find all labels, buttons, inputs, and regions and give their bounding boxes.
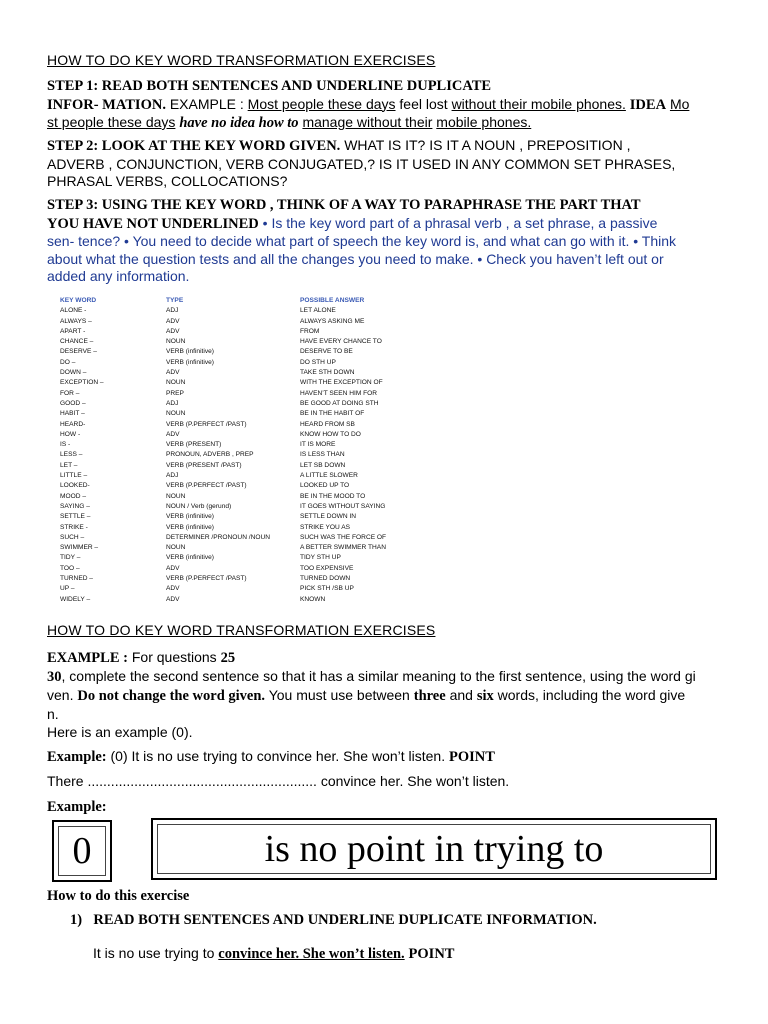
type-cell: VERB (infinitive) [166,554,215,562]
keyword-cell: HOW - [60,430,81,438]
there-line: There ........................................................... convince her. She won’t listen. [47,773,510,789]
step1-idea-bold-italic: have no idea how to [179,115,299,131]
keyword-table-row [60,533,420,543]
step2-label: STEP 2: LOOK AT THE KEY WORD GIVEN. [47,138,341,154]
word-three: three [413,688,446,704]
step3-paragraph [47,196,722,286]
type-cell: NOUN / Verb (gerund) [166,502,232,510]
keyword-table-row [60,358,420,368]
example-keyword: POINT [449,749,495,765]
type-cell: VERB (P.PERFECT /PAST) [166,482,247,490]
keyword-cell: LESS – [60,451,83,459]
step3-text2: sen- tence? • You need to decide what part of speech the key word is, and what can go with it. • Think [47,233,677,249]
type-cell: ADJ [166,307,179,315]
keyword-cell: TURNED – [60,575,93,583]
answer-cell: PICK STH /SB UP [300,585,354,593]
type-cell: NOUN [166,544,186,552]
type-cell: NOUN [166,338,186,346]
instructions-text3: n. [47,706,59,722]
keyword-cell: FOR – [60,389,80,397]
type-cell: DETERMINER /PRONOUN /NOUN [166,533,271,541]
keyword-cell: UP – [60,585,75,593]
answer-cell: FROM [300,327,320,335]
example-sentence-line [47,748,722,767]
section-title: HOW TO DO KEY WORD TRANSFORMATION EXERCISES [47,622,436,638]
answer-box [151,818,717,880]
keyword-table-row [60,471,420,481]
instructions-text2c: You must use between [268,687,410,703]
step1-idea-underline1a: Mo [669,95,690,112]
step3-text4: added any information. [47,268,190,284]
keyword-table-row [60,584,420,594]
keyword-table-row [60,512,420,522]
step1-idea-label: IDEA [629,96,667,113]
step1-ex-underline2: without their mobile phones. [451,95,626,112]
keyword-table-row [60,430,420,440]
answer-cell: LOOKED UP TO [300,482,350,490]
answer-cell: TOO EXPENSIVE [300,564,354,572]
here-is-example: Here is an example (0). [47,724,193,740]
last-line-prefix: It is no use trying to [93,945,215,961]
example-sentence: (0) It is no use trying to convince her. She won’t listen. [110,748,446,764]
step1-idea-underline1b: st people these days [47,114,176,130]
type-cell: VERB (infinitive) [166,513,215,521]
keyword-cell: MOOD – [60,492,87,500]
keyword-table-row [60,461,420,471]
keyword-table-row [60,317,420,327]
keyword-cell: DOWN – [60,369,87,377]
answer-cell: A LITTLE SLOWER [300,472,358,480]
type-cell: ADV [166,327,180,335]
step1-label-line1: STEP 1: READ BOTH SENTENCES AND UNDERLINE DUPLICATE [47,78,492,94]
example-sentence-label: Example: [47,749,107,765]
keyword-table-row [60,564,420,574]
type-cell: ADJ [166,472,179,480]
answer-number-box [52,820,112,882]
instructions-text2d: words, including the word give [497,687,686,703]
answer-cell: TAKE STH DOWN [300,369,355,377]
keyword-table-row [60,440,420,450]
type-cell: ADV [166,564,180,572]
answer-cell: BE IN THE HABIT OF [300,410,365,418]
type-cell: ADV [166,317,180,325]
step1-label-line2: INFOR- MATION. [47,96,166,113]
how-to-heading: How to do this exercise [47,888,190,904]
answer-cell: TIDY STH UP [300,554,341,562]
step1-ex-underline1: Most people these days [247,95,396,112]
type-cell: VERB (infinitive) [166,348,215,356]
keyword-cell: SAYING – [60,502,90,510]
answer-cell: KNOWN [300,595,326,603]
type-cell: ADV [166,595,180,603]
keyword-table-row [60,327,420,337]
step3-label-line1: STEP 3: USING THE KEY WORD , THINK OF A WAY TO PARAPHRASE THE PART THAT [47,197,641,213]
type-cell: ADJ [166,399,179,407]
keyword-table-row [60,543,420,553]
step3-text3: about what the question tests and all the changes you need to make. • Check you haven’t left out or [47,250,664,267]
keyword-cell: HEARD- [60,420,86,428]
keyword-table-row [60,409,420,419]
step3-text1: • Is the key word part of a phrasal verb , a set phrase, a passive [262,214,658,231]
answer-cell: DESERVE TO BE [300,348,353,356]
type-cell: PRONOUN, ADVERB , PREP [166,451,254,459]
answer-cell: STRIKE YOU AS [300,523,351,531]
keyword-table-row [60,399,420,409]
keyword-table-row [60,481,420,491]
header-type: TYPE [166,297,184,304]
keyword-cell: IS - [60,441,71,449]
keyword-table-row [60,492,420,502]
header-possible-answer: POSSIBLE ANSWER [300,297,365,304]
list-item-text: READ BOTH SENTENCES AND UNDERLINE DUPLICATE INFORMATION. [93,912,597,928]
answer-cell: HAVE EVERY CHANCE TO [300,338,382,346]
last-line-underlined: convince her. She won’t listen. [218,946,405,962]
step1-idea-underline2: manage without their [302,114,433,130]
keyword-cell: SWIMMER – [60,544,99,552]
keyword-table [60,296,420,605]
keyword-cell: TIDY – [60,554,81,562]
keyword-table-header [60,296,420,306]
answer-cell: IT GOES WITHOUT SAYING [300,502,386,510]
for-questions: For questions [131,649,217,665]
type-cell: VERB (P.PERFECT /PAST) [166,420,247,428]
type-cell: ADV [166,430,180,438]
keyword-cell: HABIT – [60,410,85,418]
keyword-table-row [60,450,420,460]
type-cell: NOUN [166,379,186,387]
step1-ex-text1: feel lost [399,95,448,112]
type-cell: VERB (infinitive) [166,523,215,531]
keyword-cell: APART - [60,327,86,335]
keyword-cell: ALWAYS – [60,317,92,325]
type-cell: VERB (PRESENT /PAST) [166,461,242,469]
step1-example-prefix: EXAMPLE : [169,95,244,112]
type-cell: NOUN [166,492,186,500]
type-cell: VERB (P.PERFECT /PAST) [166,575,247,583]
answer-cell: IT IS MORE [300,441,336,449]
keyword-cell: SUCH – [60,533,85,541]
answer-cell: LET SB DOWN [300,461,346,469]
last-line [93,945,768,964]
answer-cell: SUCH WAS THE FORCE OF [300,533,387,541]
step1-idea-underline3: mobile phones. [436,114,532,130]
keyword-cell: GOOD – [60,399,86,407]
answer-cell: BE IN THE MOOD TO [300,492,366,500]
keyword-table-row [60,523,420,533]
list-item-1 [70,911,745,930]
answer-cell: IS LESS THAN [300,451,345,459]
type-cell: VERB (PRESENT) [166,441,222,449]
word-and: and [449,687,473,703]
keyword-table-row [60,306,420,316]
list-item-number: 1) [70,912,83,928]
answer-cell: KNOW HOW TO DO [300,430,361,438]
type-cell: NOUN [166,410,186,418]
keyword-cell: EXCEPTION – [60,379,104,387]
keyword-table-row [60,574,420,584]
type-cell: PREP [166,389,184,397]
keyword-cell: STRIKE - [60,523,88,531]
keyword-table-row [60,378,420,388]
example2-line [47,798,722,817]
answer-cell: TURNED DOWN [300,575,351,583]
last-line-keyword: POINT [408,946,455,962]
keyword-cell: ALONE - [60,307,87,315]
answer-number: 0 [58,826,106,876]
answer-cell: HEARD FROM SB [300,420,355,428]
question-end: 30 [47,669,62,685]
answer-cell: A BETTER SWIMMER THAN [300,544,386,552]
keyword-cell: TOO – [60,564,80,572]
how-to-line [47,887,722,906]
step2-paragraph [47,137,722,191]
answer-text: is no point in trying to [157,824,711,874]
answer-cell: BE GOOD AT DOING STH [300,399,379,407]
keyword-cell: WIDELY – [60,595,91,603]
keyword-cell: LITTLE – [60,472,88,480]
type-cell: ADV [166,585,180,593]
keyword-table-row [60,595,420,605]
step3-label-line2: YOU HAVE NOT UNDERLINED [47,215,259,232]
example2-label: Example: [47,799,107,815]
answer-cell: LET ALONE [300,307,336,315]
step1-paragraph [47,77,722,133]
step2-text-line2: ADVERB , CONJUNCTION, VERB CONJUGATED,? IS IT USED IN ANY COMMON SET PHRASES, [47,155,676,172]
keyword-cell: DO – [60,358,76,366]
keyword-cell: LOOKED- [60,482,90,490]
instructions-text2a: ven. [47,687,74,703]
keyword-table-row [60,368,420,378]
keyword-cell: DESERVE – [60,348,97,356]
instructions-paragraph [47,648,722,723]
header-keyword: KEY WORD [60,297,97,304]
answer-cell: HAVEN’T SEEN HIM FOR [300,389,378,397]
word-six: six [476,688,494,704]
keyword-table-row [60,337,420,347]
type-cell: ADV [166,369,180,377]
keyword-table-row [60,553,420,563]
answer-cell: ALWAYS ASKING ME [300,317,365,325]
answer-cell: SETTLE DOWN IN [300,513,357,521]
keyword-cell: SETTLE – [60,513,91,521]
answer-cell: WITH THE EXCEPTION OF [300,379,383,387]
step2-text-line3: PHRASAL VERBS, COLLOCATIONS? [47,173,288,189]
keyword-table-row [60,502,420,512]
question-start: 25 [220,650,236,666]
type-cell: VERB (infinitive) [166,358,215,366]
keyword-cell: LET – [60,461,78,469]
instructions-text1: , complete the second sentence so that it has a similar meaning to the first sentence, using the word gi [61,668,696,684]
keyword-table-row [60,347,420,357]
do-not-change: Do not change the word given. [77,688,266,704]
keyword-table-row [60,389,420,399]
page-title: HOW TO DO KEY WORD TRANSFORMATION EXERCISES [47,52,436,68]
answer-cell: DO STH UP [300,358,336,366]
step2-text-line1: WHAT IS IT? IS IT A NOUN , PREPOSITION , [344,137,631,153]
keyword-cell: CHANCE – [60,338,94,346]
keyword-table-row [60,420,420,430]
example-label: EXAMPLE : [47,650,128,666]
